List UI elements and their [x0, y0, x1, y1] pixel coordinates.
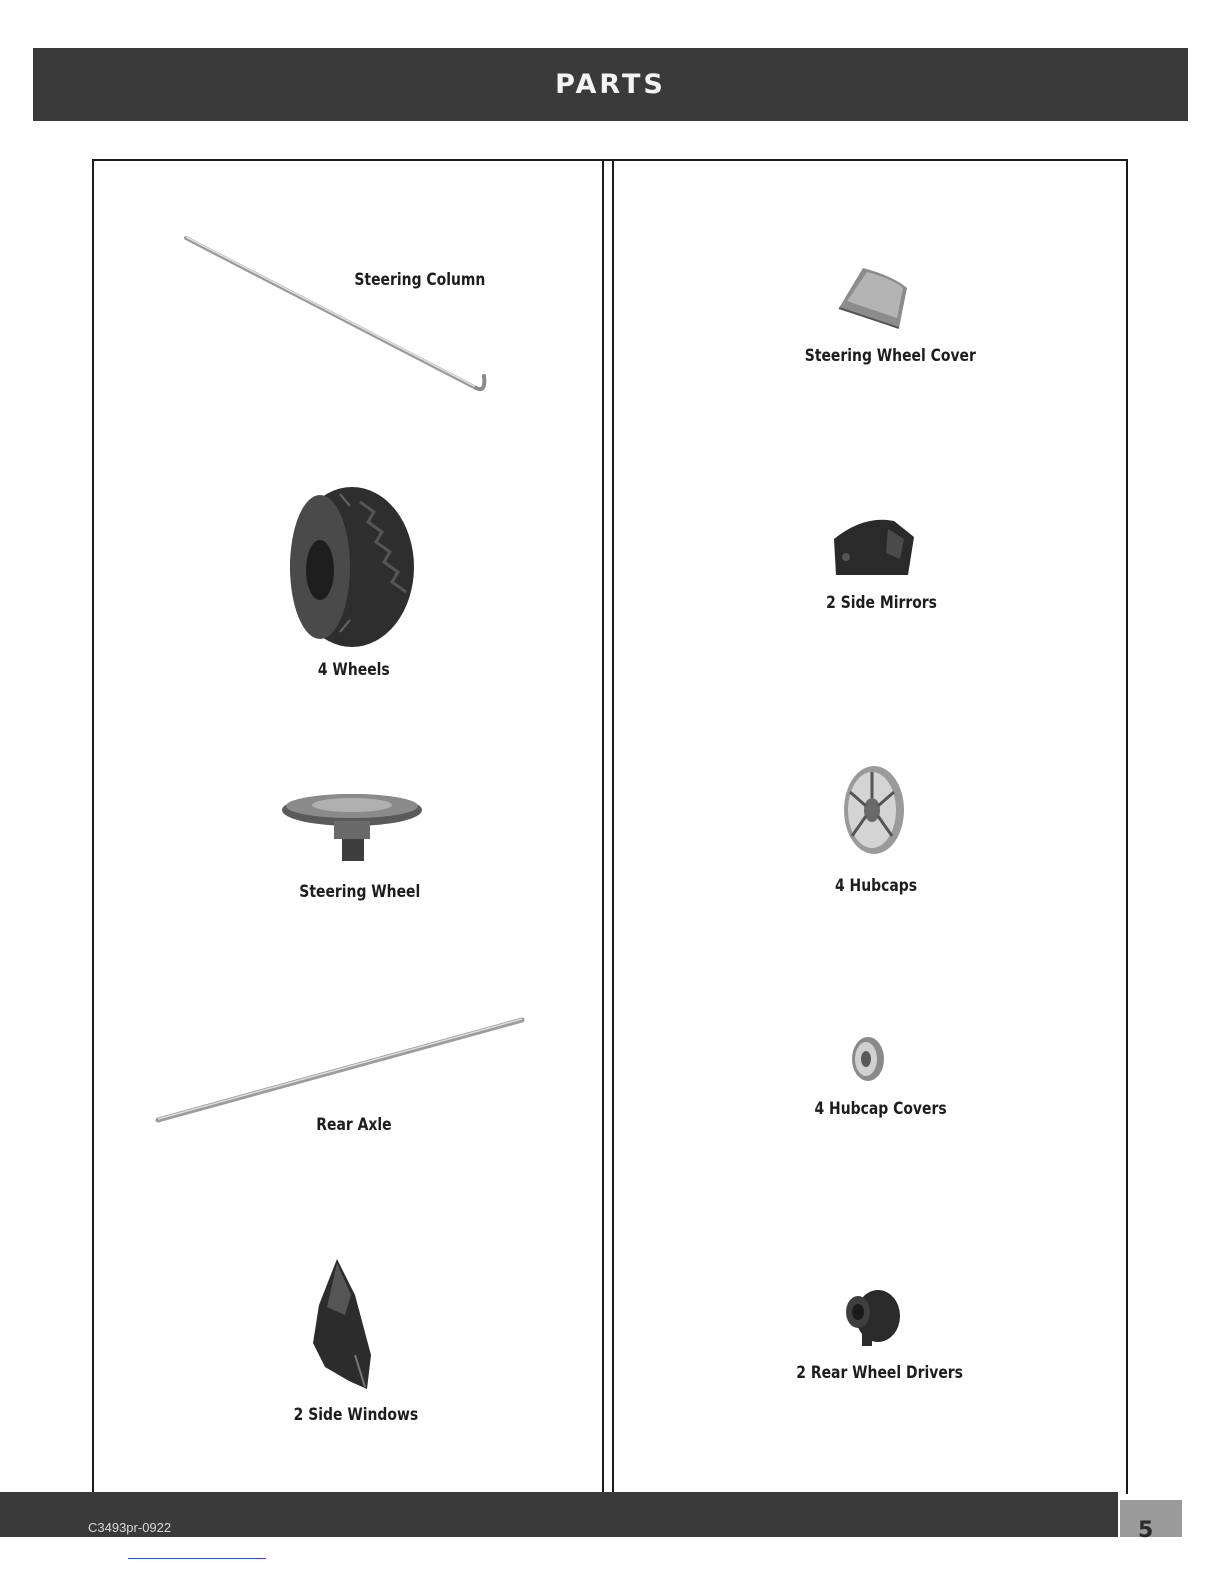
- part-label: 4 Hubcap Covers: [814, 1099, 947, 1119]
- hubcap-icon: [838, 762, 908, 857]
- side-mirror-icon: [828, 515, 923, 580]
- part-label: Steering Wheel Cover: [804, 346, 976, 366]
- rear-axle-icon: [150, 1012, 530, 1127]
- header-bar: [33, 48, 1188, 121]
- page-title: PARTS: [555, 69, 666, 100]
- part-label: Rear Axle: [316, 1115, 392, 1135]
- steering-wheel-icon: [280, 785, 425, 865]
- part-label: Steering Column: [354, 270, 486, 290]
- part-label: 2 Rear Wheel Drivers: [796, 1363, 963, 1383]
- part-label: 2 Side Windows: [293, 1405, 419, 1425]
- part-label: 2 Side Mirrors: [826, 593, 937, 613]
- bottom-rule: [128, 1558, 266, 1559]
- part-label: Steering Wheel: [299, 882, 421, 902]
- steering-wheel-cover-icon: [833, 262, 913, 332]
- document-code: C3493pr-0922: [88, 1520, 172, 1535]
- hubcap-cover-icon: [848, 1034, 888, 1084]
- part-label: 4 Wheels: [317, 660, 390, 680]
- page-number: 5: [1138, 1518, 1154, 1543]
- part-label: 4 Hubcaps: [835, 876, 918, 896]
- steering-column-icon: [180, 230, 500, 410]
- wheel-icon: [280, 482, 420, 652]
- rear-wheel-driver-icon: [840, 1286, 905, 1351]
- side-window-icon: [305, 1255, 385, 1395]
